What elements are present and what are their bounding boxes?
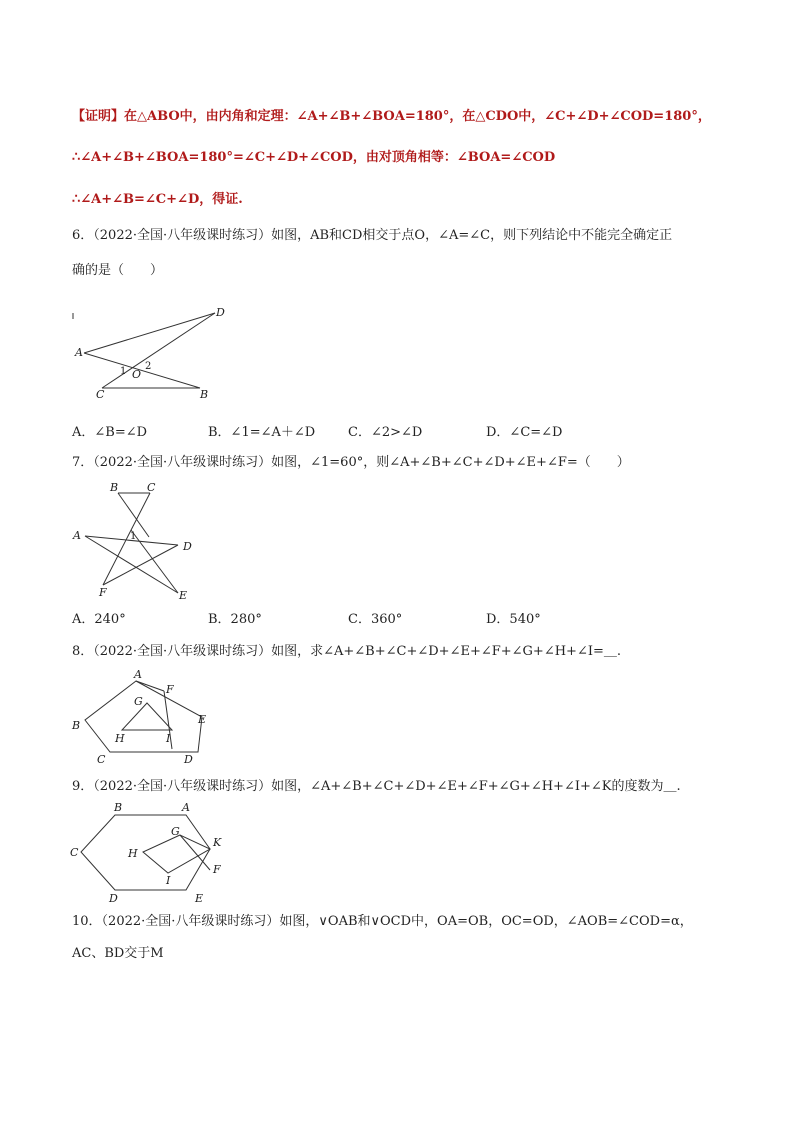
q9-label-h: H — [128, 847, 138, 860]
q6-segment-cd — [102, 313, 215, 388]
q8-figure — [70, 667, 220, 769]
q9-label-f: F — [213, 863, 221, 876]
q7-option-a: A．240° — [72, 612, 126, 627]
q6-segment-ad — [84, 313, 215, 353]
q6-stem-line-2: 确的是（ ） — [72, 263, 164, 278]
q8-label-i: I — [166, 732, 171, 745]
q6-label-angle-2: 2 — [145, 361, 152, 372]
q7-figure — [70, 478, 210, 603]
q7-label-angle-1: 1 — [130, 531, 137, 542]
q6-option-c: C．∠2>∠D — [348, 425, 423, 440]
q6-label-angle-1: 1 — [120, 366, 127, 377]
q9-label-i: I — [166, 874, 171, 887]
q7-segment-to-e — [131, 530, 178, 593]
q6-label-o: O — [132, 368, 142, 381]
q8-label-h: H — [115, 732, 125, 745]
q8-label-b: B — [72, 719, 81, 732]
q7-label-c: C — [147, 481, 156, 494]
q9-label-k: K — [213, 836, 222, 849]
q6-option-d: D．∠C=∠D — [486, 425, 563, 440]
q10-stem-line-1: 10．（2022·全国·八年级课时练习）如图，∨OAB和∨OCD中，OA=OB，OC=OD，∠AOB=∠COD=α， — [72, 914, 693, 929]
q6-segment-ab — [84, 353, 200, 388]
q7-option-c: C．360° — [348, 612, 403, 627]
q6-label-c: C — [96, 388, 105, 401]
q8-pentagon-abcde — [85, 681, 202, 752]
q8-stem: 8．（2022·全国·八年级课时练习）如图，求∠A+∠B+∠C+∠D+∠E+∠F+∠G+∠H+∠I=＿. — [72, 644, 621, 659]
q9-stem: 9．（2022·全国·八年级课时练习）如图，∠A+∠B+∠C+∠D+∠E+∠F+∠G+∠H+∠I+∠K的度数为＿. — [72, 779, 681, 794]
proof-line-2: ∴∠A+∠B+∠BOA=180°=∠C+∠D+∠COD，由对顶角相等：∠BOA=∠COD — [72, 150, 556, 165]
q7-label-b: B — [110, 481, 119, 494]
q6-option-a: A．∠B=∠D — [72, 425, 148, 440]
q6-label-d: D — [216, 306, 225, 319]
q7-segment-ae — [85, 536, 178, 593]
proof-line-3: ∴∠A+∠B=∠C+∠D，得证. — [72, 192, 243, 207]
q8-segment-af — [136, 681, 164, 691]
q9-label-b: B — [114, 801, 123, 814]
q8-label-c: C — [97, 753, 106, 766]
q7-label-a: A — [73, 529, 81, 542]
q8-label-e: E — [198, 713, 207, 726]
q7-option-d: D．540° — [486, 612, 541, 627]
q9-figure — [68, 800, 233, 908]
q8-label-g: G — [134, 695, 143, 708]
q7-option-b: B．280° — [208, 612, 262, 627]
q9-segment-gf — [180, 835, 210, 870]
q9-label-e: E — [195, 892, 204, 905]
q6-label-a: A — [75, 346, 83, 359]
q8-label-f: F — [166, 683, 174, 696]
q6-figure — [70, 305, 240, 400]
q9-hexagon — [81, 815, 210, 890]
q8-triangle-ghi — [122, 703, 172, 730]
q6-stem-line-1: 6．（2022·全国·八年级课时练习）如图，AB和CD相交于点O，∠A=∠C，则下列结论中不能完全确定正 — [72, 228, 673, 243]
q7-label-f: F — [99, 586, 107, 599]
q7-label-d: D — [183, 540, 192, 553]
q9-label-g: G — [171, 825, 180, 838]
q7-segment-fd — [103, 545, 178, 585]
q10-stem-line-2: AC、BD交于M — [72, 946, 164, 961]
q7-label-e: E — [179, 589, 188, 602]
q8-label-a: A — [134, 668, 142, 681]
q9-label-c: C — [70, 846, 79, 859]
q8-label-d: D — [184, 753, 193, 766]
q9-label-a: A — [182, 801, 190, 814]
q6-option-b: B．∠1=∠A＋∠D — [208, 425, 316, 440]
q9-quad-ghik — [143, 835, 210, 873]
proof-line-1: 【证明】在△ABO中，由内角和定理：∠A+∠B+∠BOA=180°，在△CDO中，∠C+∠D+∠COD=180°， — [72, 109, 711, 124]
q9-label-d: D — [109, 892, 118, 905]
q7-stem: 7．（2022·全国·八年级课时练习）如图，∠1=60°，则∠A+∠B+∠C+∠D+∠E+∠F=（ ） — [72, 455, 630, 470]
q6-label-b: B — [200, 388, 209, 401]
